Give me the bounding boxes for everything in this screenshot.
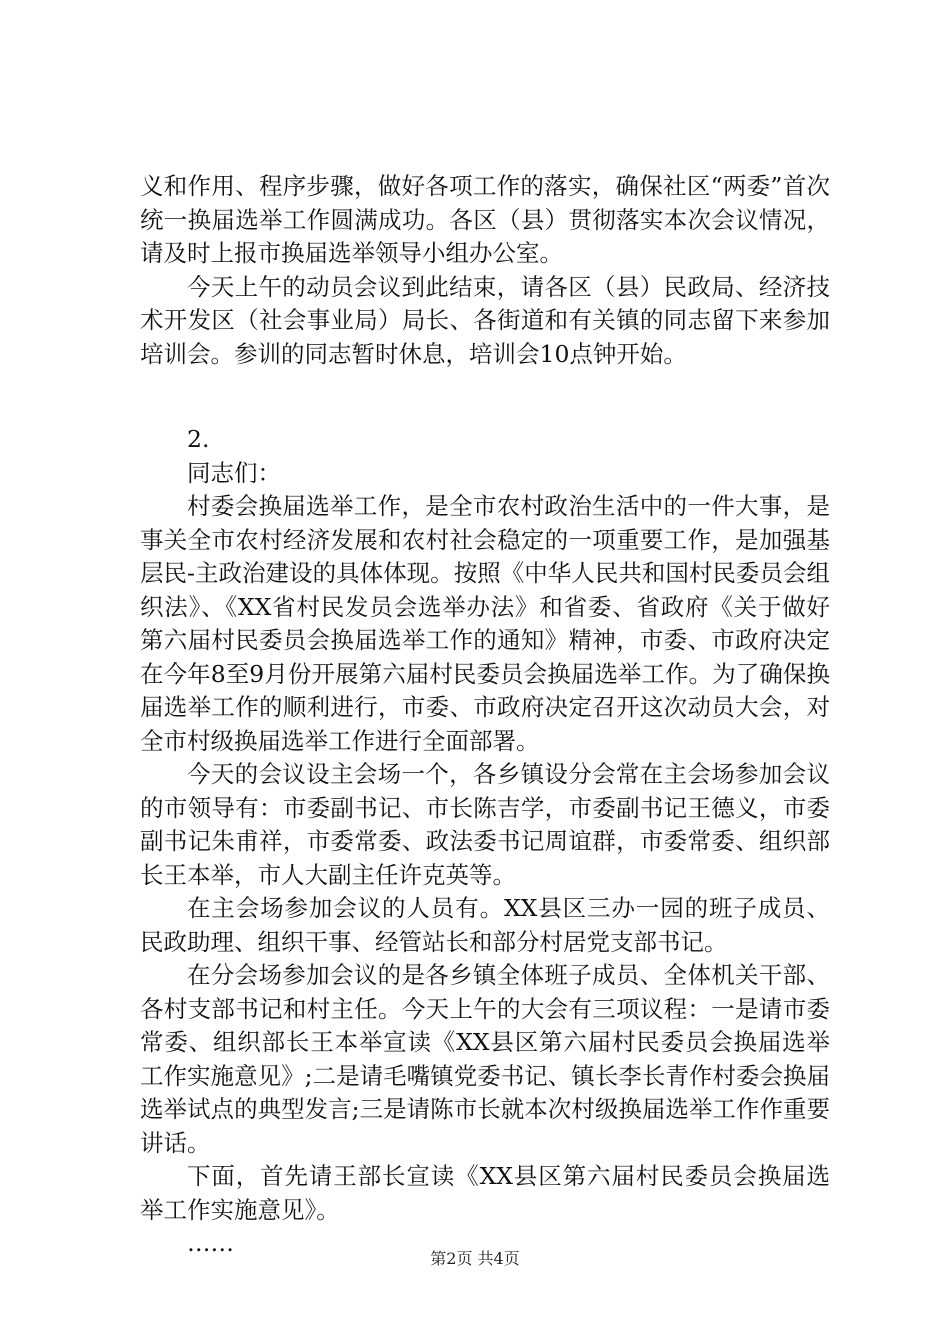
page-footer: 第2页 共4页 (430, 1249, 520, 1268)
ellipsis: …… (187, 1229, 234, 1257)
salutation: 同志们： (187, 458, 281, 487)
paragraph: 下面，首先请王部长宣读《XX县区第六届村民委员会换届选举工作实施意见》。 (140, 1162, 830, 1224)
paragraph: 今天的会议设主会场一个，各乡镇设分会常在主会场参加会议的市领导有：市委副书记、市长陈吉学，市委副书记王德义，市委副书记朱甫祥，市委常委、政法委书记周谊群，市委常委、组织部长王本举，市人大副主任许克英等。 (140, 760, 830, 889)
section-number: 2. (187, 425, 210, 453)
paragraph: 村委会换届选举工作，是全市农村政治生活中的一件大事，是事关全市农村经济发展和农村社会稳定的一项重要工作，是加强基层民-主政治建设的具体体现。按照《中华人民共和国村民委员会组织法》、《XX省村民发员会选举办法》和省委、省政府《关于做好第六届村民委员会换届选举工作的通知》精神，市委、市政府决定在今年8至9月份开展第六届村民委员会换届选举工作。为了确保换届选举工作的顺利进行，市委、市政府决定召开这次动员大会，对全市村级换届选举工作进行全面部署。 (140, 492, 830, 755)
paragraph-continued: 义和作用、程序步骤，做好各项工作的落实，确保社区“两委”首次统一换届选举工作圆满成功。各区（县）贯彻落实本次会议情况，请及时上报市换届选举领导小组办公室。 (140, 172, 830, 267)
section-gap (140, 371, 830, 423)
paragraph: 在分会场参加会议的是各乡镇全体班子成员、全体机关干部、各村支部书记和村主任。今天上午的大会有三项议程：一是请市委常委、组织部长王本举宣读《XX县区第六届村民委员会换届选举工作实施意见》;二是请毛嘴镇党委书记、镇长李长青作村委会换届选举试点的典型发言;三是请陈市长就本次村级换届选举工作作重要讲话。 (140, 961, 830, 1157)
paragraph-closing: 今天上午的动员会议到此结束，请各区（县）民政局、经济技术开发区（社会事业局）局长、各街道和有关镇的同志留下来参加培训会。参训的同志暂时休息，培训会10点钟开始。 (140, 272, 830, 368)
document-body (140, 170, 830, 1261)
paragraph: 在主会场参加会议的人员有。XX县区三办一园的班子成员、民政助理、组织干事、经管站长和部分村居党支部书记。 (140, 894, 830, 956)
